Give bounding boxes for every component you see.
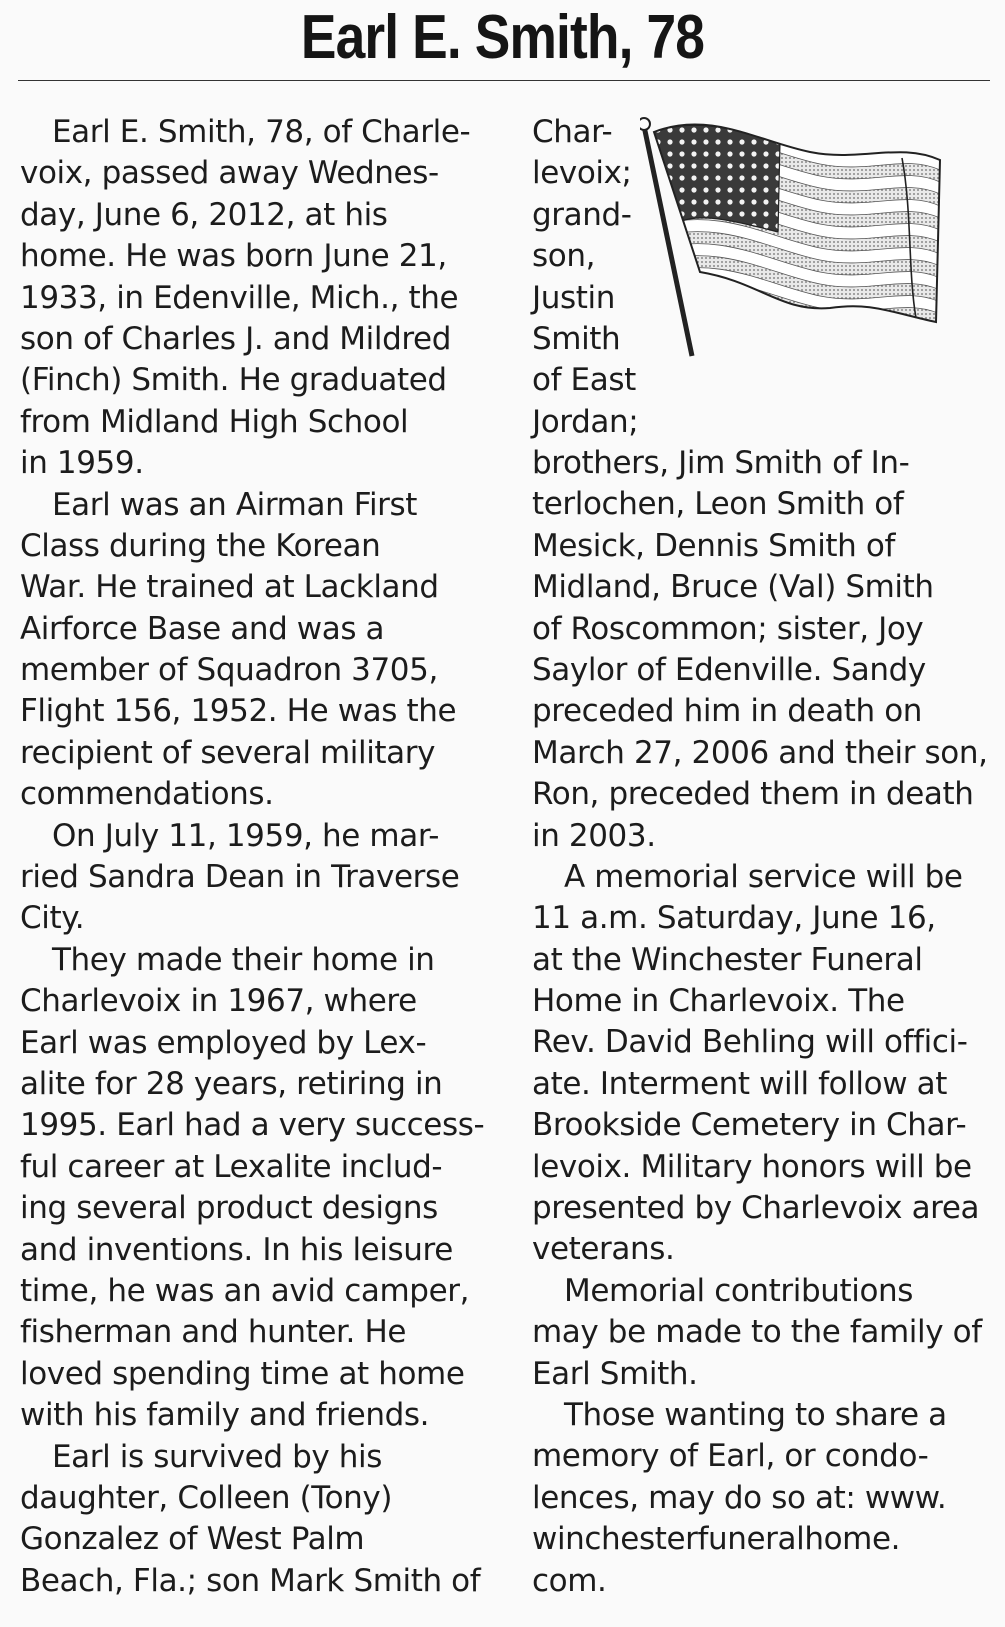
text-line: Saylor of Edenville. Sandy (532, 651, 926, 688)
text-line: of East (532, 362, 636, 399)
text-line: Class during the Korean (20, 527, 381, 564)
text-line: Earl is survived by his (52, 1438, 382, 1475)
text-line: Earl was an Airman First (52, 486, 418, 523)
text-line: ried Sandra Dean in Traverse (20, 859, 460, 896)
right-column (532, 443, 992, 1602)
text-line: home. He was born June 21, (20, 238, 447, 275)
text-line: veterans. (532, 1231, 675, 1268)
left-column (20, 112, 490, 1602)
text-line: with his family and friends. (20, 1397, 430, 1434)
text-line: 11 a.m. Saturday, June 16, (532, 900, 936, 937)
flag-canton (654, 125, 780, 232)
text-line: Earl E. Smith, 78, of Charle- (52, 114, 471, 150)
text-line: They made their home in (52, 941, 435, 978)
text-line: 1995. Earl had a very success- (20, 1107, 485, 1144)
text-line: Charlevoix in 1967, where (20, 983, 417, 1020)
text-line: may be made to the family of (532, 1314, 982, 1351)
text-line: voix, passed away Wednes- (20, 155, 439, 192)
text-line: levoix; (532, 155, 632, 192)
text-line: Ron, preceded them in death (532, 776, 974, 813)
text-line: preceded him in death on (532, 693, 923, 730)
text-line: com. (532, 1562, 607, 1599)
text-line: 1933, in Edenville, Mich., the (20, 279, 459, 316)
text-line: levoix. Military honors will be (532, 1148, 972, 1185)
text-line: from Midland High School (20, 403, 409, 440)
text-line: son, (532, 238, 596, 275)
text-line: City. (20, 900, 85, 937)
text-line: Gonzalez of West Palm (20, 1521, 365, 1558)
text-line: ate. Interment will follow at (532, 1065, 947, 1102)
text-line: time, he was an avid camper, (20, 1272, 470, 1309)
text-line: Jordan; (532, 403, 639, 440)
text-line: winchesterfuneralhome. (532, 1521, 901, 1558)
text-line: Char- (532, 114, 613, 150)
text-line: member of Squadron 3705, (20, 652, 438, 689)
text-line: (Finch) Smith. He graduated (20, 362, 447, 399)
headline-rule (18, 80, 990, 81)
text-line: A memorial service will be (564, 858, 963, 895)
text-line: commendations. (20, 776, 274, 813)
text-line: son of Charles J. and Mildred (20, 320, 451, 357)
text-line: War. He trained at Lackland (20, 569, 439, 606)
text-line: and inventions. In his leisure (20, 1231, 453, 1268)
text-line: On July 11, 1959, he mar- (52, 817, 439, 854)
text-line: Home in Charlevoix. The (532, 983, 905, 1020)
text-line: Airforce Base and was a (20, 610, 385, 647)
text-line: Those wanting to share a (564, 1396, 947, 1433)
text-line: day, June 6, 2012, at his (20, 196, 388, 233)
text-line: Beach, Fla.; son Mark Smith of (20, 1562, 481, 1599)
text-line: ing several product designs (20, 1190, 438, 1227)
text-line: ful career at Lexalite includ- (20, 1148, 443, 1185)
text-line: March 27, 2006 and their son, (532, 734, 988, 771)
text-line: presented by Charlevoix area (532, 1190, 980, 1227)
text-line: of Roscommon; sister, Joy (532, 610, 924, 647)
text-line: Memorial contributions (564, 1272, 914, 1309)
american-flag-icon (640, 112, 980, 380)
text-line: grand- (532, 196, 632, 233)
obituary-headline: Earl E. Smith, 78 (300, 3, 705, 72)
text-line: Flight 156, 1952. He was the (20, 693, 457, 730)
text-line: in 2003. (532, 817, 656, 854)
text-line: Brookside Cemetery in Char- (532, 1107, 967, 1144)
flag-pole-finial (640, 118, 650, 130)
text-line: daughter, Colleen (Tony) (20, 1479, 393, 1516)
text-line: lences, may do so at: www. (532, 1479, 947, 1516)
text-line: terlochen, Leon Smith of (532, 486, 904, 523)
right-column-top (532, 112, 652, 443)
text-line: in 1959. (20, 445, 144, 482)
text-line: loved spending time at home (20, 1355, 465, 1392)
text-line: Earl Smith. (532, 1355, 698, 1392)
text-line: recipient of several military (20, 734, 436, 771)
text-line: Rev. David Behling will offici- (532, 1024, 968, 1061)
text-line: at the Winchester Funeral (532, 941, 923, 978)
text-line: Midland, Bruce (Val) Smith (532, 569, 934, 606)
text-line: Mesick, Dennis Smith of (532, 527, 895, 564)
text-line: brothers, Jim Smith of In- (532, 445, 910, 481)
text-line: Smith (532, 320, 621, 357)
text-line: Earl was employed by Lex- (20, 1024, 427, 1061)
text-line: Justin (532, 279, 615, 316)
text-line: fisherman and hunter. He (20, 1314, 407, 1351)
text-line: memory of Earl, or condo- (532, 1438, 929, 1475)
text-line: alite for 28 years, retiring in (20, 1065, 443, 1102)
